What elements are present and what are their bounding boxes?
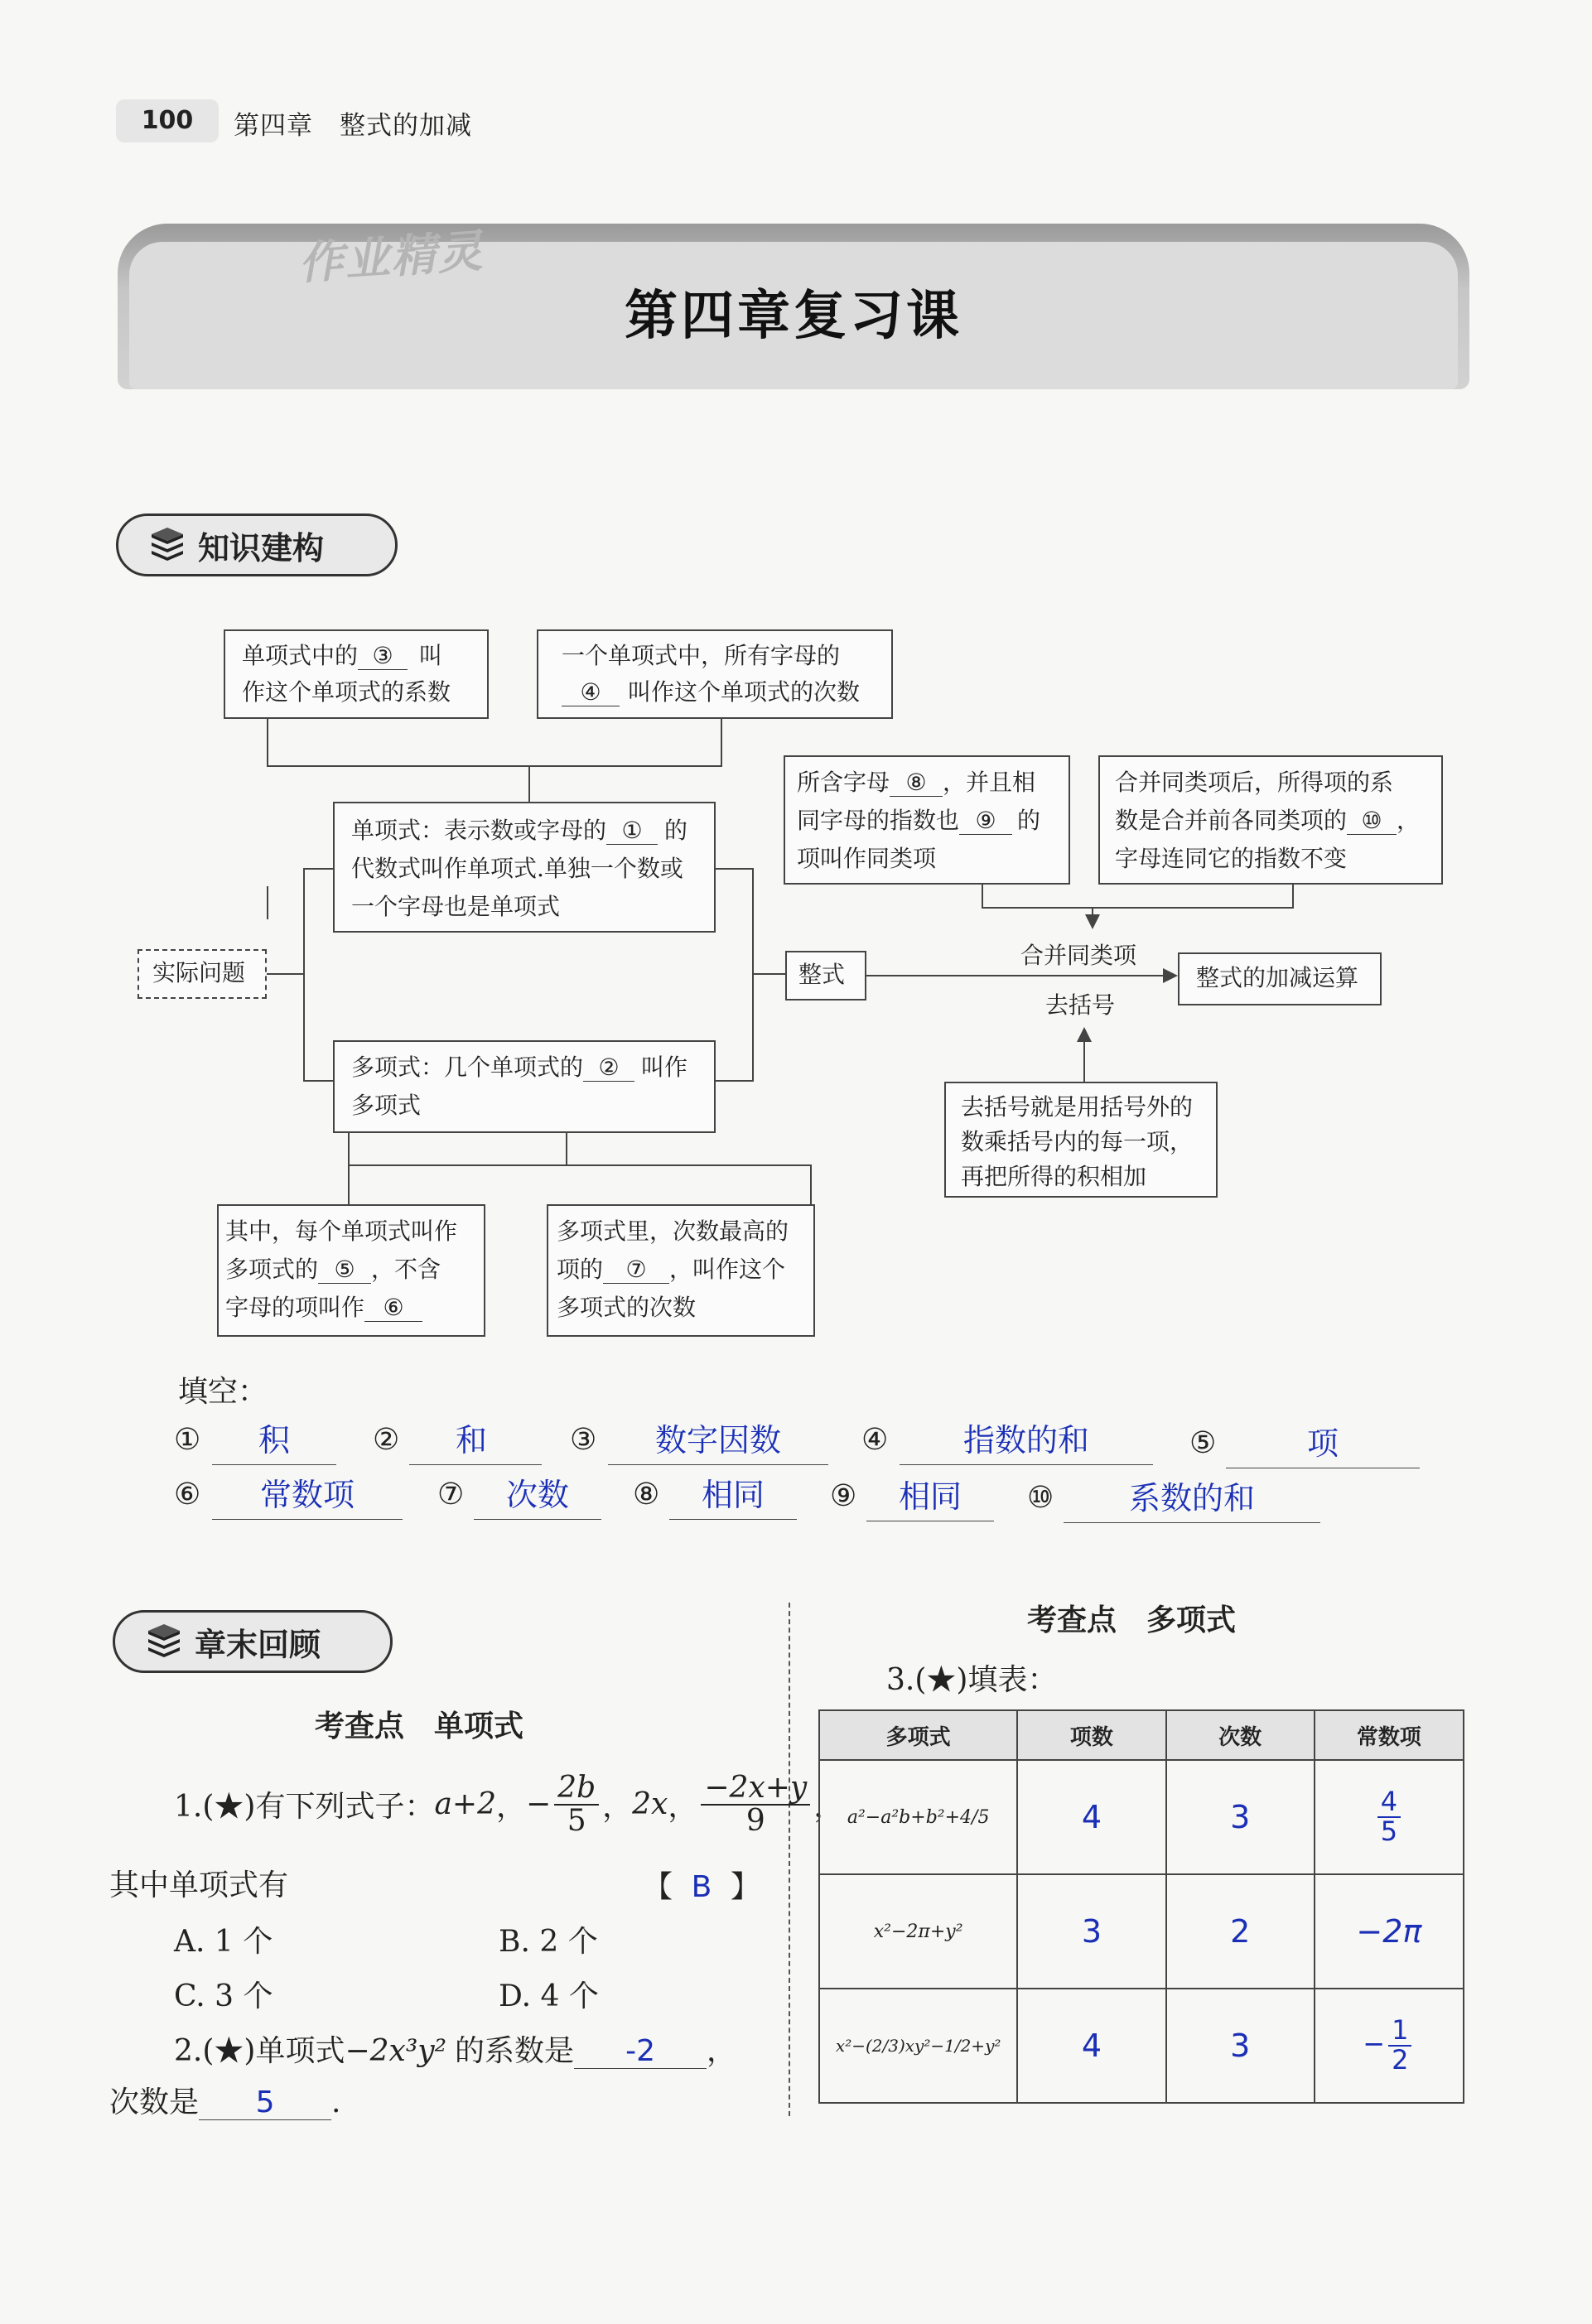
section-title: 章末回顾 [195,1626,321,1663]
fill-number: ⑩ [1027,1481,1054,1515]
polynomial-cell: x²−(2/3)xy²−1/2+y² [819,1989,1017,2103]
page-number: 100 [116,99,219,142]
constant-cell: $\frac{4}{5}$ [1315,1760,1464,1874]
question-1-line2: 其中单项式有 [109,1868,289,1902]
fill-number: ⑥ [174,1478,201,1512]
fill-answer: 相同 [898,1478,962,1515]
terms-cell: 4 [1017,1760,1165,1874]
box-polynomial-terms: 其中，每个单项式叫作 多项式的 ⑤ ，不含 字母的项叫作 ⑥ [217,1204,485,1337]
label-remove-brackets: 去括号 [1045,991,1116,1019]
fill-number: ⑦ [437,1478,465,1512]
box-polynomial-degree: 多项式里，次数最高的 项的 ⑦ ，叫作这个 多项式的次数 [547,1204,815,1337]
box-polynomial-definition: 多项式：几个单项式的 ② 叫作 多项式 [333,1040,716,1133]
box-remove-brackets-rule: 去括号就是用括号外的 数乘括号内的每一项， 再把所得的积相加 [944,1082,1218,1198]
fill-answer: 和 [455,1422,487,1459]
box-monomial-degree: 一个单项式中，所有字母的 ④ 叫作这个单项式的次数 [537,629,893,719]
col-degree: 次数 [1166,1710,1315,1760]
fill-number: ② [373,1423,400,1457]
fill-answer: 常数项 [259,1477,355,1513]
fill-number: ⑨ [830,1479,857,1513]
label-combine-like-terms: 合并同类项 [1020,942,1137,969]
constant-cell: − $\frac{1}{2}$ [1315,1989,1464,2103]
fill-answer: 数字因数 [654,1422,781,1459]
box-monomial-definition: 单项式：表示数或字母的 ① 的 代数式叫作单项式.单独一个数或 一个字母也是单项式 [333,802,716,933]
books-icon [145,1622,183,1661]
answer-q1: B [691,1870,712,1904]
section-title: 知识建构 [198,529,325,567]
box-integral-expression: 整式 [785,951,866,1000]
banner-title: 第四章复习课 [625,285,962,347]
col-terms: 项数 [1017,1710,1165,1760]
answer-q2-degree: 5 [199,2086,331,2120]
fill-number: ① [174,1423,201,1457]
table-header-row [819,1710,1464,1760]
fill-answer: 积 [258,1422,290,1459]
answer-q2-coefficient: -2 [574,2035,707,2069]
heading-polynomial: 考查点 多项式 [1027,1603,1237,1637]
table-row [819,1874,1464,1989]
degree-cell: 3 [1166,1760,1315,1874]
box-addsub-operations: 整式的加减运算 [1178,952,1382,1005]
fill-answer: 指数的和 [962,1422,1089,1459]
fill-number: ⑤ [1189,1426,1217,1460]
section-knowledge-structure [116,513,398,576]
answer-bracket: 【 B 】 [643,1870,761,1904]
watermark: 作业精灵 [297,224,486,290]
question-2-line2: 次数是 5 . [109,2085,341,2119]
fill-answer: 相同 [701,1477,765,1513]
option-a: A. 1 个 [174,1925,273,1959]
column-divider [789,1603,790,2116]
chapter-title: 第四章 整式的加减 [234,111,472,141]
question-3: 3.(★)填表： [886,1663,1058,1697]
terms-cell: 4 [1017,1989,1165,2103]
box-like-terms: 所含字母 ⑧ ，并且相 同字母的指数也 ⑨ 的 项叫作同类项 [784,755,1070,885]
constant-cell: −2π [1315,1874,1464,1989]
col-constant: 常数项 [1315,1710,1464,1760]
fill-answer: 项 [1306,1425,1339,1462]
box-real-problem: 实际问题 [137,949,267,999]
fill-answer: 系数的和 [1128,1480,1255,1516]
table-row [819,1760,1464,1874]
box-combine-rule: 合并同类项后，所得项的系 数是合并前各同类项的 ⑩ ， 字母连同它的指数不变 [1098,755,1443,885]
fill-number: ③ [570,1423,597,1457]
table-row [819,1989,1464,2103]
terms-cell: 3 [1017,1874,1165,1989]
question-1: 1.(★)有下列式子： a+2 ， − $\frac{2b}{5}$ ， 2x ， $\frac{-2x+y}{9}$ ， [174,1771,844,1838]
box-coefficient: 单项式中的 ③ 叫 作这个单项式的系数 [224,629,489,719]
fill-label: 填空： [178,1375,268,1409]
polynomial-table [818,1709,1464,2104]
fill-number: ④ [861,1423,889,1457]
col-polynomial: 多项式 [819,1710,1017,1760]
question-2: 2.(★)单项式−2x³y² 的系数是 -2 ， [174,2034,737,2068]
fill-answer: 次数 [505,1477,569,1513]
section-chapter-review [113,1610,393,1673]
books-icon [148,526,186,564]
degree-cell: 3 [1166,1989,1315,2103]
degree-cell: 2 [1166,1874,1315,1989]
option-d: D. 4 个 [499,1979,599,2013]
polynomial-cell: a²−a²b+b²+4/5 [819,1760,1017,1874]
polynomial-cell: x²−2π+y² [819,1874,1017,1989]
fill-number: ⑧ [633,1478,660,1512]
heading-monomial: 考查点 单项式 [315,1709,524,1743]
option-c: C. 3 个 [174,1979,273,2013]
option-b: B. 2 个 [499,1925,598,1959]
